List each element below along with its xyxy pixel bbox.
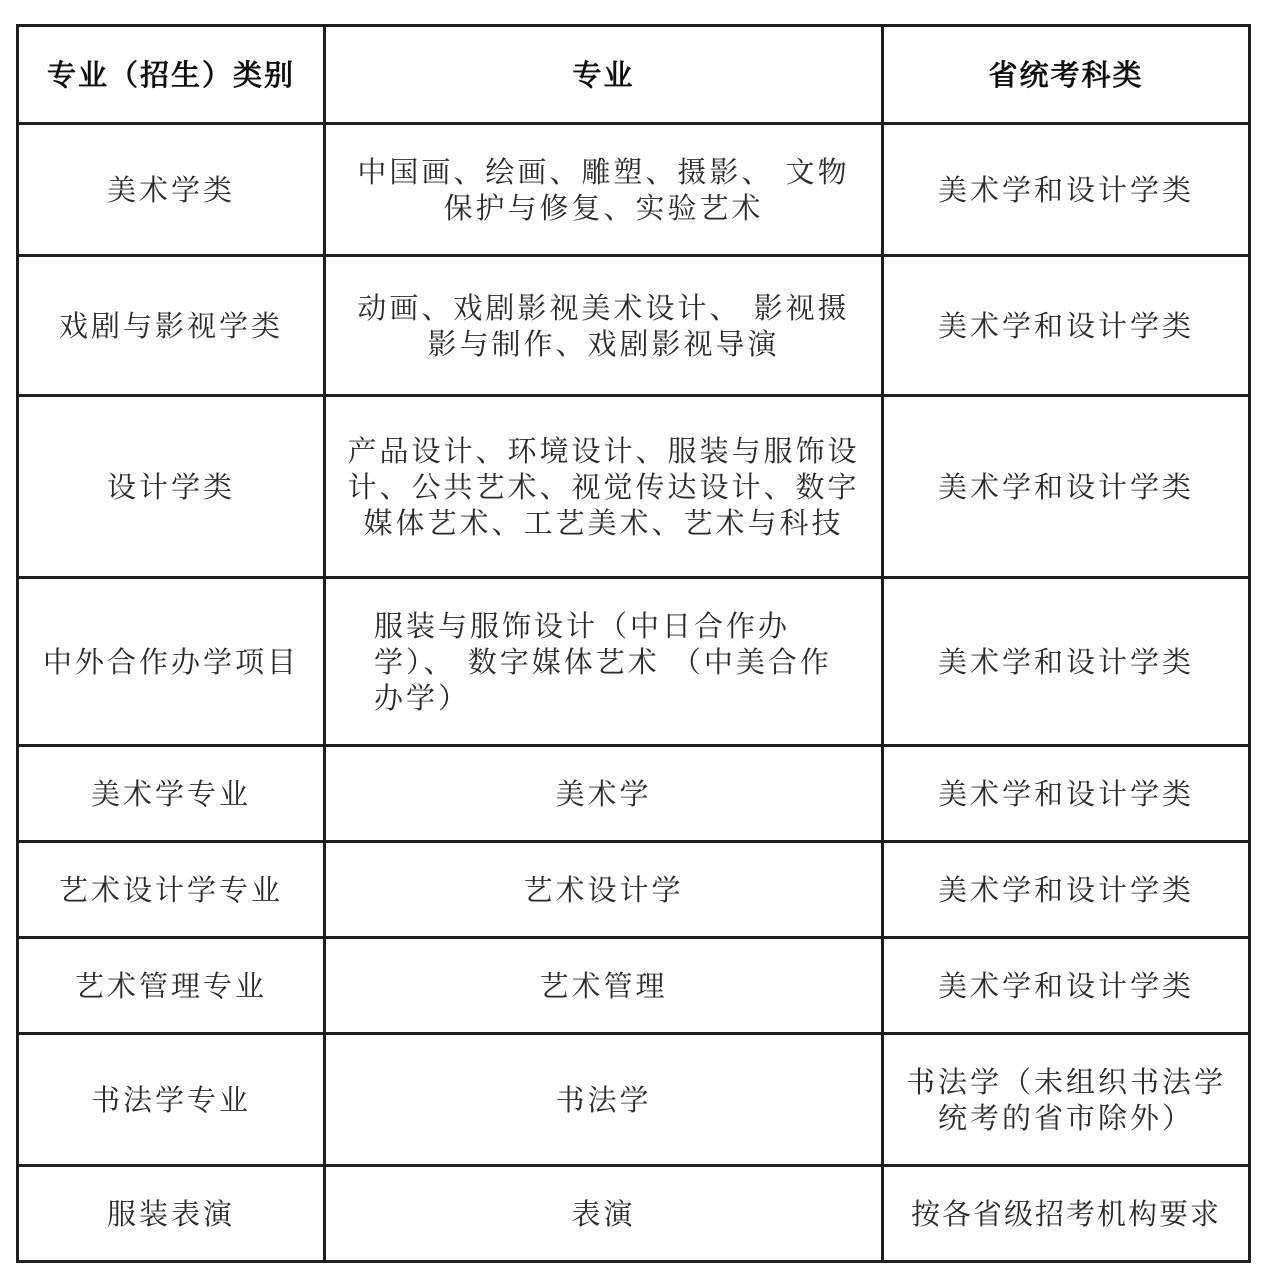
major-cell: 表演 — [325, 1166, 883, 1262]
category-cell: 艺术管理专业 — [18, 938, 325, 1034]
exam-cell: 书法学（未组织书法学统考的省市除外） — [883, 1034, 1250, 1166]
exam-cell: 美术学和设计学类 — [883, 746, 1250, 842]
exam-cell: 按各省级招考机构要求 — [883, 1166, 1250, 1262]
header-major: 专业 — [325, 26, 883, 124]
major-text: 中国画、绘画、雕塑、摄影、 文物保护与修复、实验艺术 — [357, 154, 850, 225]
exam-cell: 美术学和设计学类 — [883, 124, 1250, 256]
major-cell — [325, 124, 883, 256]
category-cell: 戏剧与影视学类 — [18, 256, 325, 396]
category-cell: 书法学专业 — [18, 1034, 325, 1166]
table-row — [18, 746, 1250, 842]
table-row — [18, 938, 1250, 1034]
admission-table — [16, 24, 1251, 1263]
exam-cell: 美术学和设计学类 — [883, 578, 1250, 746]
major-cell: 书法学 — [325, 1034, 883, 1166]
table-header-row — [18, 26, 1250, 124]
category-cell: 美术学专业 — [18, 746, 325, 842]
category-cell: 美术学类 — [18, 124, 325, 256]
exam-cell: 美术学和设计学类 — [883, 842, 1250, 938]
major-cell: 美术学 — [325, 746, 883, 842]
category-cell: 设计学类 — [18, 396, 325, 578]
table-row — [18, 578, 1250, 746]
exam-cell: 美术学和设计学类 — [883, 396, 1250, 578]
category-cell: 服装表演 — [18, 1166, 325, 1262]
table-row — [18, 256, 1250, 396]
table-row — [18, 842, 1250, 938]
major-cell: 服装与服饰设计（中日合作办学）、 数字媒体艺术 （中美合作办学） — [325, 578, 883, 746]
exam-cell: 美术学和设计学类 — [883, 938, 1250, 1034]
table-row — [18, 124, 1250, 256]
header-exam: 省统考科类 — [883, 26, 1250, 124]
major-cell — [325, 256, 883, 396]
table-row — [18, 1166, 1250, 1262]
major-text: 产品设计、环境设计、服装与服饰设计、公共艺术、视觉传达设计、数字媒体艺术、工艺美术、艺术与科技 — [347, 433, 860, 540]
major-cell: 艺术管理 — [325, 938, 883, 1034]
major-cell: 艺术设计学 — [325, 842, 883, 938]
header-category: 专业（招生）类别 — [18, 26, 325, 124]
major-text: 动画、戏剧影视美术设计、 影视摄影与制作、戏剧影视导演 — [357, 290, 850, 361]
table-row — [18, 1034, 1250, 1166]
category-cell: 艺术设计学专业 — [18, 842, 325, 938]
major-cell — [325, 396, 883, 578]
table-row — [18, 396, 1250, 578]
category-cell: 中外合作办学项目 — [18, 578, 325, 746]
exam-cell: 美术学和设计学类 — [883, 256, 1250, 396]
